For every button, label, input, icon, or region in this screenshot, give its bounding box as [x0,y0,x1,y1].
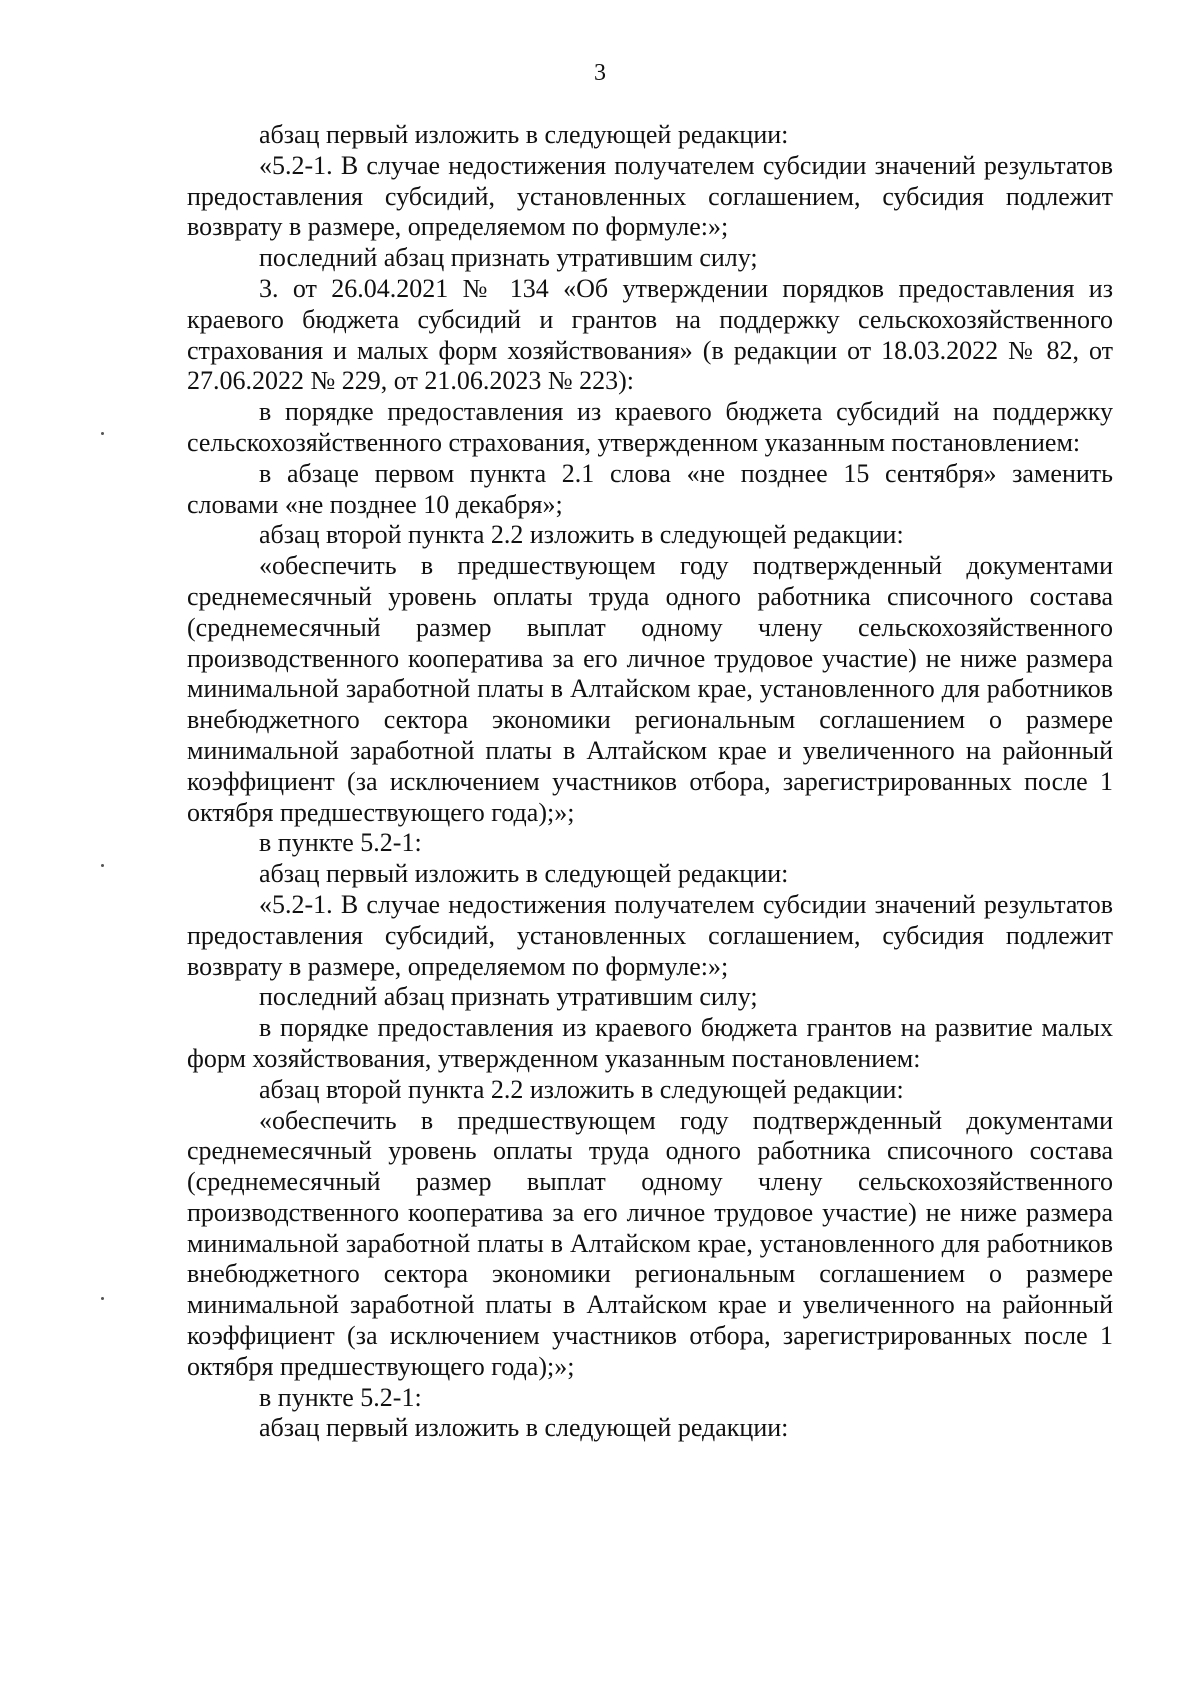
paragraph: «5.2-1. В случае недостижения получателем субсидии значений результатов предоставления субсидий, установленных соглашением, субсидия подлежит возврату в размере, определяемом по формуле:»; [187,150,1113,242]
scan-mark [101,864,104,867]
page-number: 3 [594,60,606,86]
paragraph: в пункте 5.2-1: [259,1382,422,1412]
paragraph: «обеспечить в предшествующем году подтвержденный документами среднемесячный уровень оплаты труда одного работника списочного состава (среднемесячный размер выплат одному члену сельскохозяйственного производственного кооператива за его личное трудовое участие) не ниже размера минимальной заработной платы в Алтайском крае, установленного для работников внебюджетного сектора экономики региональным соглашением о размере минимальной заработной платы в Алтайском крае и увеличенного на районный коэффициент (за исключением участников отбора, зарегистрированных после 1 октября предшествующего года);»; [187,1105,1113,1381]
scan-mark [101,432,104,435]
paragraph: последний абзац признать утратившим силу; [259,982,758,1012]
paragraph: абзац первый изложить в следующей редакции: [259,120,789,149]
paragraph: в порядке предоставления из краевого бюджета грантов на развитие малых форм хозяйствования, утвержденном указанным постановлением: [187,1013,1113,1073]
paragraph: «обеспечить в предшествующем году подтвержденный документами среднемесячный уровень оплаты труда одного работника списочного состава (среднемесячный размер выплат одному члену сельскохозяйственного производственного кооператива за его личное трудовое участие) не ниже размера минимальной заработной платы в Алтайском крае, установленного для работников внебюджетного сектора экономики региональным соглашением о размере минимальной заработной платы в Алтайском крае и увеличенного на районный коэффициент (за исключением участников отбора, зарегистрированных после 1 октября предшествующего года);»; [187,551,1113,827]
paragraph: последний абзац признать утратившим силу; [259,243,758,273]
scan-mark [101,1297,104,1300]
document-body [187,120,1113,1444]
paragraph: абзац второй пункта 2.2 изложить в следующей редакции: [259,520,904,550]
paragraph: «5.2-1. В случае недостижения получателем субсидии значений результатов предоставления субсидий, установленных соглашением, субсидия подлежит возврату в размере, определяемом по формуле:»; [187,889,1113,981]
paragraph: 3. от 26.04.2021 № 134 «Об утверждении порядков предоставления из краевого бюджета субсидий и грантов на поддержку сельскохозяйственного страхования и малых форм хозяйствования» (в редакции от 18.03.2022 № 82, от 27.06.2022 № 229, от 21.06.2023 № 223): [187,273,1113,396]
paragraph: абзац первый изложить в следующей редакции: [259,1413,789,1443]
paragraph: в порядке предоставления из краевого бюджета субсидий на поддержку сельскохозяйственного страхования, утвержденном указанным постановлением: [187,397,1113,457]
paragraph: абзац первый изложить в следующей редакции: [259,859,789,889]
paragraph: абзац второй пункта 2.2 изложить в следующей редакции: [259,1074,904,1104]
paragraph: в пункте 5.2-1: [259,828,422,858]
paragraph: в абзаце первом пункта 2.1 слова «не позднее 15 сентября» заменить словами «не позднее 10 декабря»; [187,458,1113,519]
